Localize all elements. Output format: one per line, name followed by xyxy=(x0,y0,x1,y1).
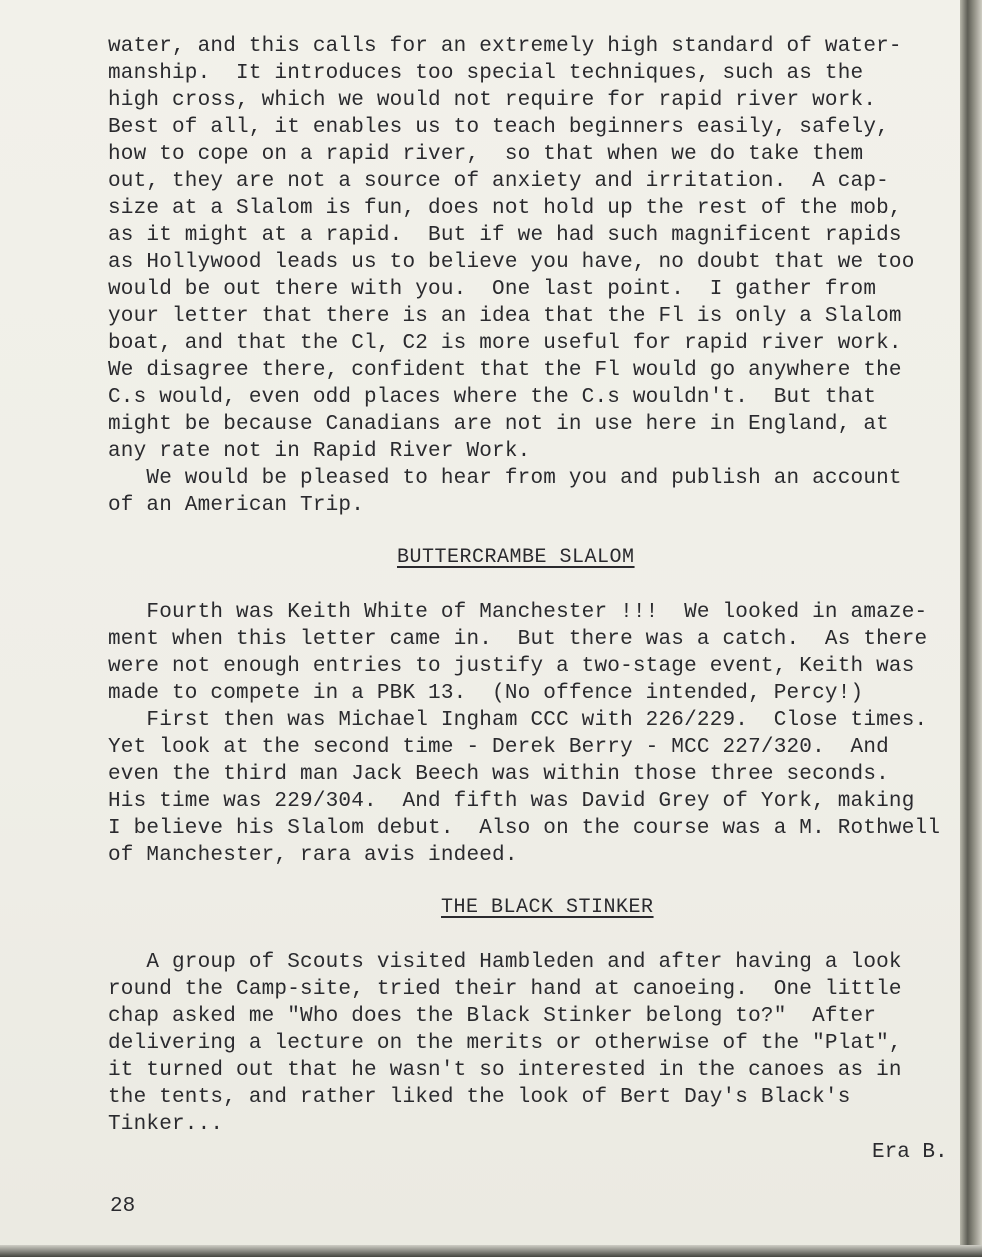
text-line: might be because Canadians are not in use here in England, at xyxy=(108,413,889,436)
text-line: chap asked me "Who does the Black Stinker belong to?" After xyxy=(108,1005,877,1028)
section-heading: BUTTERCRAMBE SLALOM xyxy=(397,546,635,569)
section-heading: THE BLACK STINKER xyxy=(441,896,654,919)
text-line: delivering a lecture on the merits or otherwise of the "Plat", xyxy=(108,1032,902,1055)
text-line: A group of Scouts visited Hambleden and after having a look xyxy=(108,951,902,974)
author-signature: Era B. xyxy=(872,1141,948,1164)
text-line: First then was Michael Ingham CCC with 226/229. Close times. xyxy=(108,709,928,732)
text-line: Yet look at the second time - Derek Berry - MCC 227/320. And xyxy=(108,736,889,759)
text-line: Tinker... xyxy=(108,1113,224,1136)
text-line: size at a Slalom is fun, does not hold up the rest of the mob, xyxy=(108,197,902,220)
text-line: made to compete in a PBK 13. (No offence intended, Percy!) xyxy=(108,682,864,705)
text-line: I believe his Slalom debut. Also on the course was a M. Rothwell xyxy=(108,817,941,840)
text-line: it turned out that he wasn't so interested in the canoes as in xyxy=(108,1059,902,1082)
text-line: high cross, which we would not require for rapid river work. xyxy=(108,89,877,112)
text-line: even the third man Jack Beech was within those three seconds. xyxy=(108,763,889,786)
text-line: were not enough entries to justify a two-stage event, Keith was xyxy=(108,655,915,678)
text-line: the tents, and rather liked the look of Bert Day's Black's xyxy=(108,1086,851,1109)
text-line: as Hollywood leads us to believe you have, no doubt that we too xyxy=(108,251,915,274)
text-line: boat, and that the Cl, C2 is more useful for rapid river work. xyxy=(108,332,902,355)
page-binding-edge xyxy=(960,0,982,1257)
text-line: out, they are not a source of anxiety and irritation. A cap- xyxy=(108,170,889,193)
text-line: of an American Trip. xyxy=(108,494,365,517)
text-line: any rate not in Rapid River Work. xyxy=(108,440,531,463)
text-line: Best of all, it enables us to teach beginners easily, safely, xyxy=(108,116,889,139)
text-line: your letter that there is an idea that the Fl is only a Slalom xyxy=(108,305,902,328)
text-line: C.s would, even odd places where the C.s wouldn't. But that xyxy=(108,386,877,409)
text-line: as it might at a rapid. But if we had such magnificent rapids xyxy=(108,224,902,247)
text-line: how to cope on a rapid river, so that when we do take them xyxy=(108,143,864,166)
text-line: manship. It introduces too special techniques, such as the xyxy=(108,62,864,85)
text-line: would be out there with you. One last point. I gather from xyxy=(108,278,877,301)
page-bottom-edge xyxy=(0,1245,982,1257)
text-line: Fourth was Keith White of Manchester !!! We looked in amaze- xyxy=(108,601,928,624)
text-line: His time was 229/304. And fifth was David Grey of York, making xyxy=(108,790,915,813)
text-line: round the Camp-site, tried their hand at canoeing. One little xyxy=(108,978,902,1001)
text-line: water, and this calls for an extremely high standard of water- xyxy=(108,35,902,58)
text-line: We would be pleased to hear from you and publish an account xyxy=(108,467,902,490)
page-number: 28 xyxy=(110,1195,136,1218)
text-line: ment when this letter came in. But there was a catch. As there xyxy=(108,628,928,651)
text-line: of Manchester, rara avis indeed. xyxy=(108,844,518,867)
text-line: We disagree there, confident that the Fl would go anywhere the xyxy=(108,359,902,382)
